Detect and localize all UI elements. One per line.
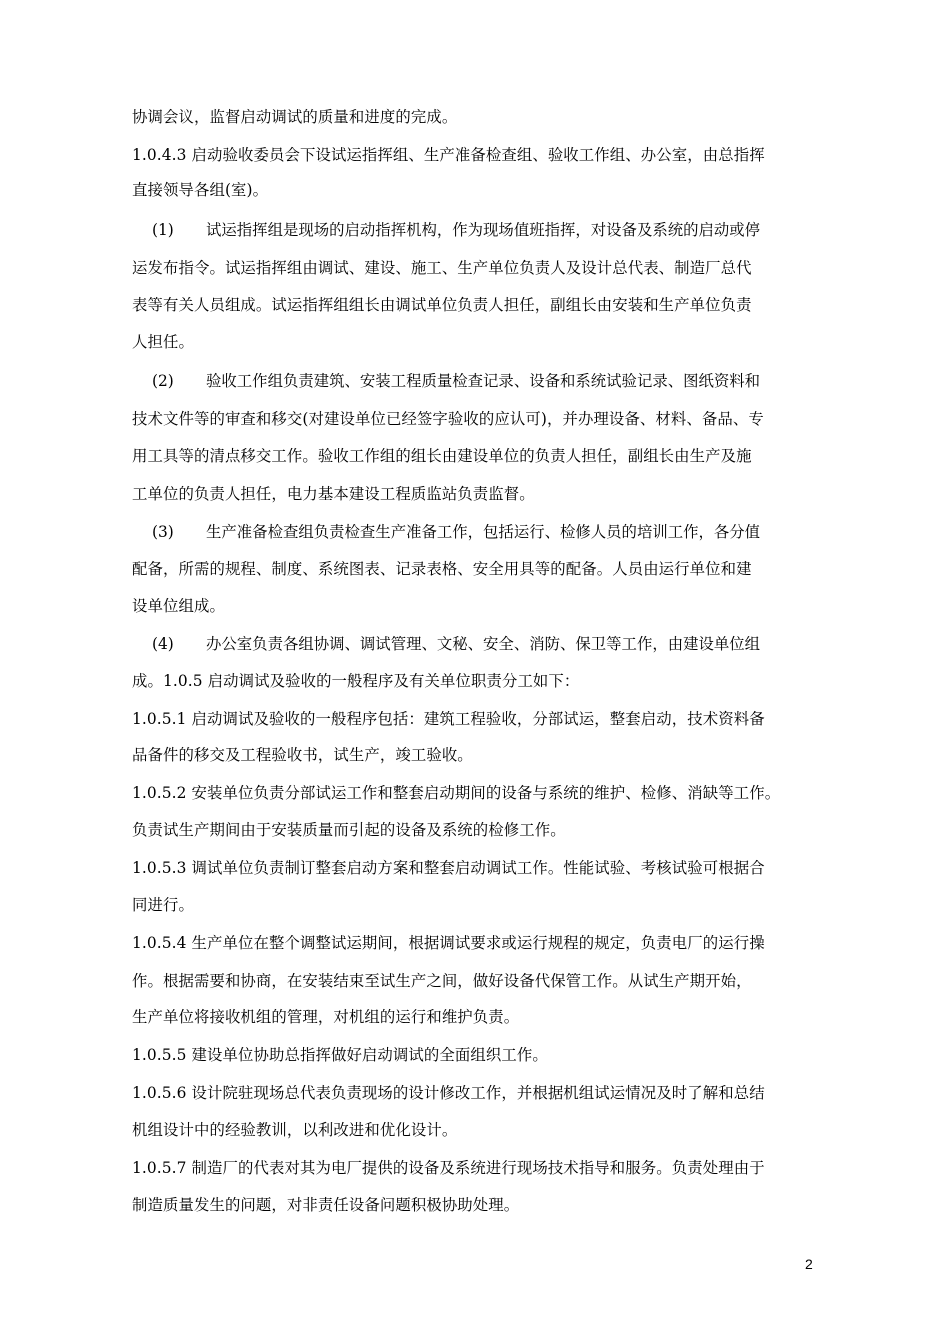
page-number: 2 (805, 1256, 813, 1272)
text-line: 试运指挥组是现场的启动指挥机构，作为现场值班指挥，对设备及系统的启动或停 (206, 221, 761, 239)
text-line: 负责试生产期间由于安装质量而引起的设备及系统的检修工作。 (132, 821, 566, 839)
list-item-number: (3) (152, 523, 174, 541)
text-line: 协调会议，监督启动调试的质量和进度的完成。 (132, 108, 458, 126)
text-line: 1.0.5.1 启动调试及验收的一般程序包括：建筑工程验收，分部试运，整套启动，技术资料备 (132, 710, 765, 728)
text-line: 机组设计中的经验教训，以利改进和优化设计。 (132, 1121, 458, 1139)
text-line: 用工具等的清点移交工作。验收工作组的组长由建设单位的负责人担任，副组长由生产及施 (132, 447, 752, 465)
text-line: 同进行。 (132, 896, 194, 914)
text-line: 运发布指令。试运指挥组由调试、建设、施工、生产单位负责人及设计总代表、制造厂总代 (132, 259, 752, 277)
list-item-number: (4) (152, 635, 174, 653)
text-line: 验收工作组负责建筑、安装工程质量检查记录、设备和系统试验记录、图纸资料和 (206, 372, 761, 390)
text-line: 作。根据需要和协商，在安装结束至试生产之间，做好设备代保管工作。从试生产期开始， (132, 972, 752, 990)
text-line: 表等有关人员组成。试运指挥组组长由调试单位负责人担任，副组长由安装和生产单位负责 (132, 296, 752, 314)
text-line: 1.0.5.5 建设单位协助总指挥做好启动调试的全面组织工作。 (132, 1046, 548, 1064)
text-line: 配备，所需的规程、制度、系统图表、记录表格、安全用具等的配备。人员由运行单位和建 (132, 560, 752, 578)
text-line: 直接领导各组(室)。 (132, 181, 269, 199)
text-line: 1.0.5.4 生产单位在整个调整试运期间，根据调试要求或运行规程的规定，负责电厂的运行操 (132, 934, 765, 952)
text-line: 生产准备检查组负责检查生产准备工作，包括运行、检修人员的培训工作，各分值 (206, 523, 761, 541)
text-line: 1.0.5.2 安装单位负责分部试运工作和整套启动期间的设备与系统的维护、检修、消缺等工作。 (132, 784, 781, 802)
text-line: 1.0.5.6 设计院驻现场总代表负责现场的设计修改工作，并根据机组试运情况及时了解和总结 (132, 1084, 765, 1102)
list-item-number: (1) (152, 221, 174, 239)
text-line: 办公室负责各组协调、调试管理、文秘、安全、消防、保卫等工作，由建设单位组 (206, 635, 761, 653)
text-line: 设单位组成。 (132, 597, 225, 615)
text-line: 人担任。 (132, 333, 194, 351)
text-line: 生产单位将接收机组的管理，对机组的运行和维护负责。 (132, 1008, 520, 1026)
text-line: 成。1.0.5 启动调试及验收的一般程序及有关单位职责分工如下： (132, 672, 580, 690)
list-item-number: (2) (152, 372, 174, 390)
text-line: 1.0.5.3 调试单位负责制订整套启动方案和整套启动调试工作。性能试验、考核试验可根据合 (132, 859, 765, 877)
text-line: 技术文件等的审查和移交(对建设单位已经签字验收的应认可)，并办理设备、材料、备品、专 (132, 410, 764, 428)
text-line: 工单位的负责人担任，电力基本建设工程质监站负责监督。 (132, 485, 535, 503)
text-line: 1.0.4.3 启动验收委员会下设试运指挥组、生产准备检查组、验收工作组、办公室，由总指挥 (132, 146, 765, 164)
text-line: 制造质量发生的问题，对非责任设备问题积极协助处理。 (132, 1196, 520, 1214)
text-line: 品备件的移交及工程验收书，试生产，竣工验收。 (132, 746, 473, 764)
text-line: 1.0.5.7 制造厂的代表对其为电厂提供的设备及系统进行现场技术指导和服务。负责处理由于 (132, 1159, 765, 1177)
